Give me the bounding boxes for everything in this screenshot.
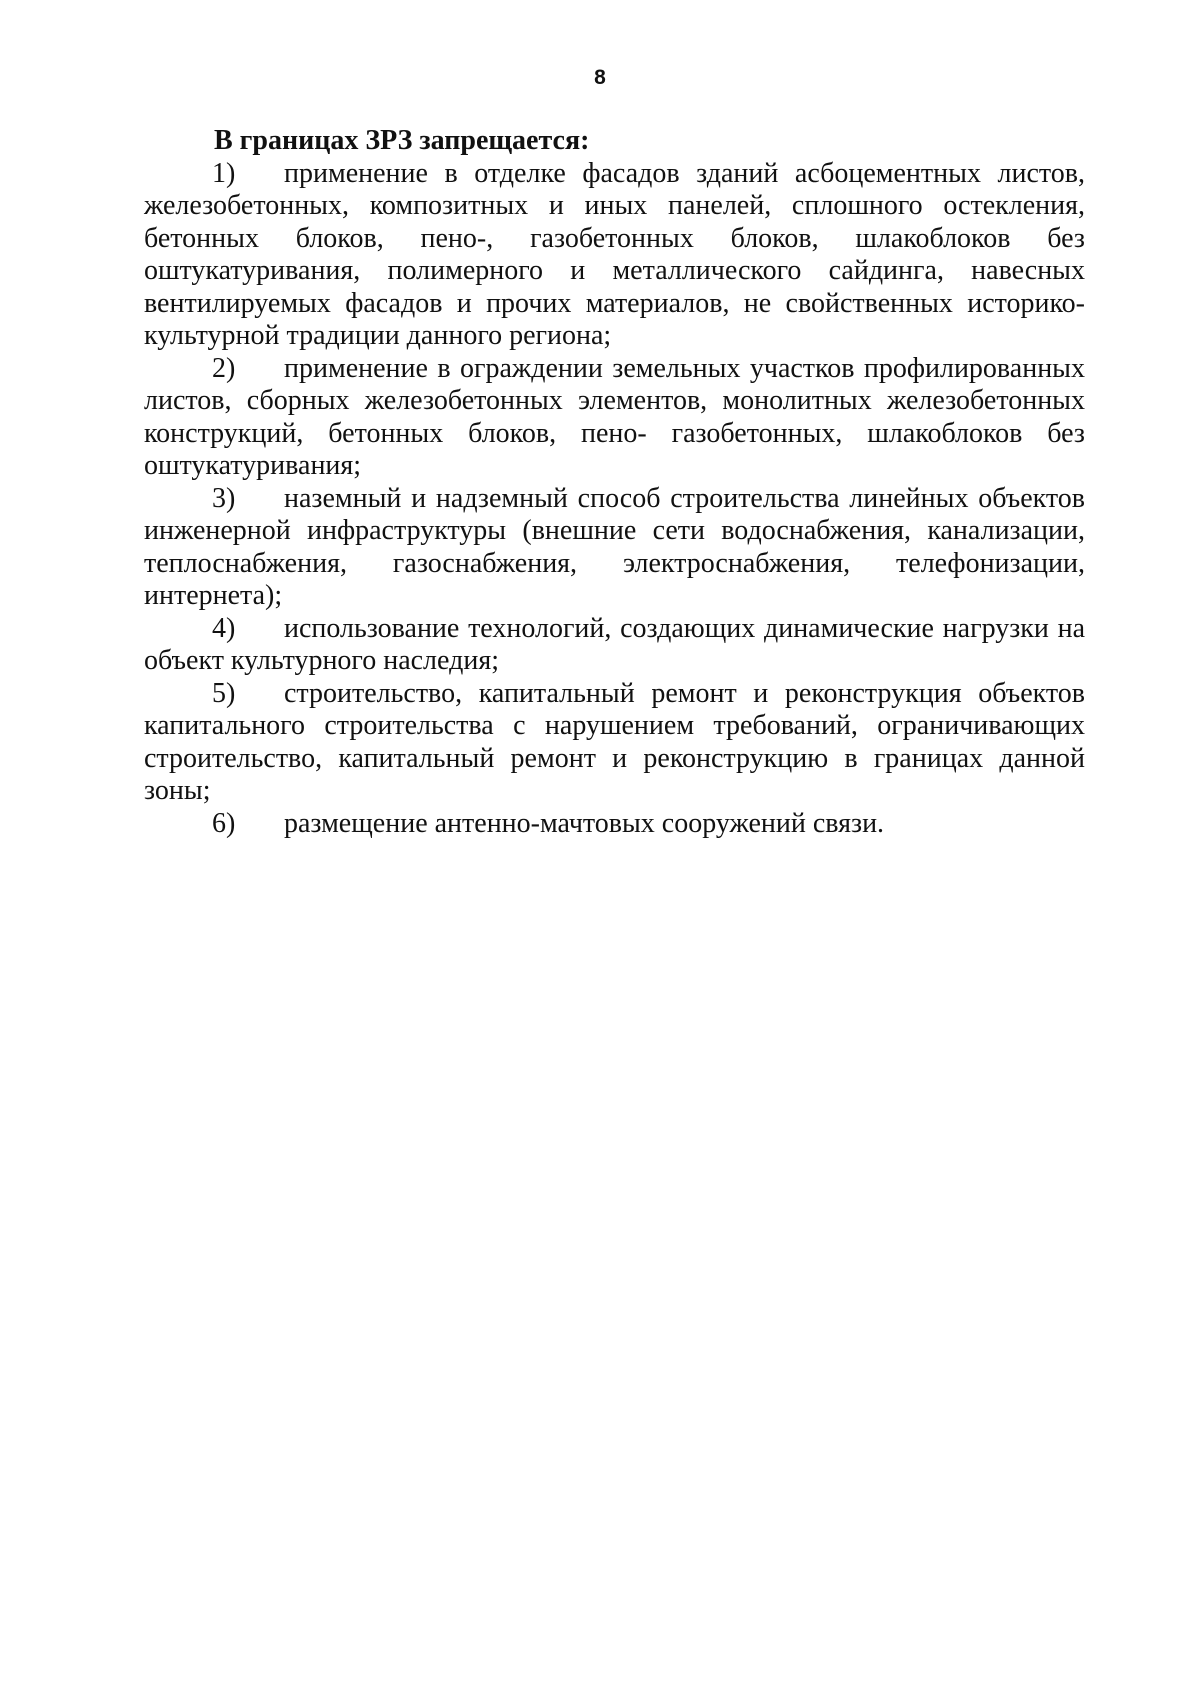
list-item-text: применение в ограждении земельных участков профилированных листов, сборных железобетонных элементов, монолитных железобетонных конструкций, бетонных блоков, пено- газобетонных, шлакоблоков без оштукатуривания; (144, 352, 1085, 481)
list-item-text: размещение антенно-мачтовых сооружений связи. (284, 807, 885, 839)
list-item-text: наземный и надземный способ строительства линейных объектов инженерной инфраструктуры (внешние сети водоснабжения, канализации, теплоснабжения, газоснабжения, электроснабжения, телефонизации, интернета); (144, 482, 1085, 611)
list-item (144, 613, 1085, 678)
list-item-text: применение в отделке фасадов зданий асбоцементных листов, железобетонных, композитных и иных панелей, сплошного остекления, бетонных блоков, пено-, газобетонных блоков, шлакоблоков без оштукатуривания, полимерного и металлического сайдинга, навесных вентилируемых фасадов и прочих материалов, не свойственных историко-культурной традиции данного региона; (144, 157, 1085, 351)
document-body (144, 125, 1085, 840)
list-item (144, 808, 1085, 841)
list-item-text: строительство, капитальный ремонт и реконструкция объектов капитального строительства с нарушением требований, ограничивающих строительство, капитальный ремонт и реконструкцию в границах данной зоны; (144, 677, 1085, 806)
list-item-number: 3) (212, 482, 236, 514)
list-item-number: 6) (212, 807, 236, 839)
list-item-text: использование технологий, создающих динамические нагрузки на объект культурного наследия; (144, 612, 1085, 676)
list-item (144, 158, 1085, 353)
list-item (144, 678, 1085, 808)
page-number: 8 (594, 66, 606, 89)
list-item (144, 483, 1085, 613)
list-item-number: 4) (212, 612, 236, 644)
list-item-number: 1) (212, 157, 236, 189)
section-heading: В границах ЗРЗ запрещается: (214, 125, 590, 156)
list-item-number: 2) (212, 352, 236, 384)
list-item (144, 353, 1085, 483)
list-item-number: 5) (212, 677, 236, 709)
